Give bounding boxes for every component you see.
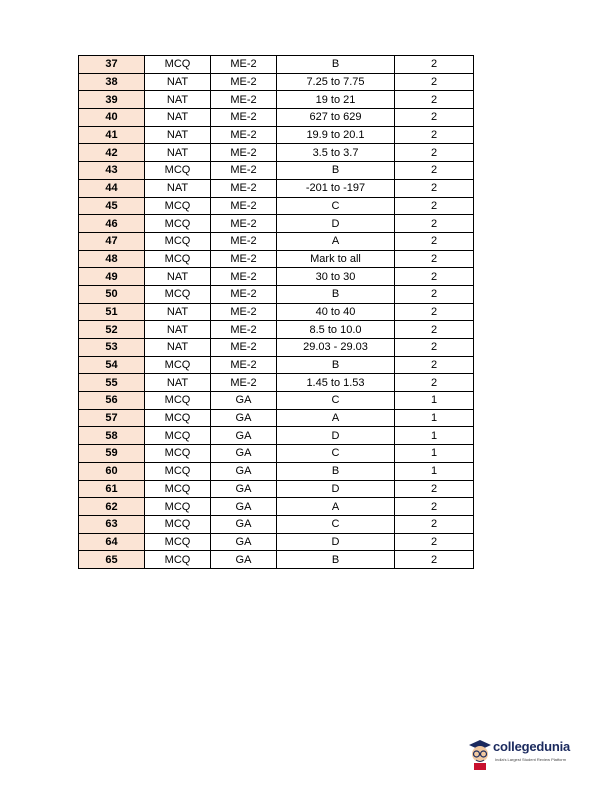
table-row [79, 109, 474, 127]
section-cell: ME-2 [211, 197, 277, 215]
question-type-cell: MCQ [145, 232, 211, 250]
section-cell: GA [211, 392, 277, 410]
question-number-cell: 41 [79, 126, 145, 144]
question-number-cell: 50 [79, 285, 145, 303]
marks-cell: 2 [395, 162, 474, 180]
question-number-cell: 65 [79, 551, 145, 569]
answer-key-cell: 40 to 40 [277, 303, 395, 321]
section-cell: GA [211, 445, 277, 463]
marks-cell: 2 [395, 56, 474, 74]
question-number-cell: 48 [79, 250, 145, 268]
answer-key-table [78, 55, 474, 569]
table-row [79, 215, 474, 233]
question-number-cell: 64 [79, 533, 145, 551]
table-row [79, 374, 474, 392]
table-row [79, 232, 474, 250]
table-row [79, 91, 474, 109]
table-row [79, 144, 474, 162]
question-number-cell: 53 [79, 339, 145, 357]
marks-cell: 1 [395, 445, 474, 463]
marks-cell: 2 [395, 197, 474, 215]
marks-cell: 2 [395, 179, 474, 197]
section-cell: GA [211, 515, 277, 533]
question-number-cell: 51 [79, 303, 145, 321]
question-number-cell: 47 [79, 232, 145, 250]
table-row [79, 250, 474, 268]
question-type-cell: NAT [145, 268, 211, 286]
answer-key-cell: A [277, 232, 395, 250]
marks-cell: 2 [395, 91, 474, 109]
answer-key-cell: 8.5 to 10.0 [277, 321, 395, 339]
marks-cell: 2 [395, 339, 474, 357]
marks-cell: 2 [395, 551, 474, 569]
logo-tagline: India's Largest Student Review Platform [495, 757, 567, 762]
answer-key-cell: 30 to 30 [277, 268, 395, 286]
answer-key-cell: 1.45 to 1.53 [277, 374, 395, 392]
question-number-cell: 44 [79, 179, 145, 197]
marks-cell: 2 [395, 268, 474, 286]
marks-cell: 2 [395, 144, 474, 162]
table-row [79, 445, 474, 463]
answer-key-cell: 3.5 to 3.7 [277, 144, 395, 162]
question-number-cell: 58 [79, 427, 145, 445]
marks-cell: 2 [395, 374, 474, 392]
answer-key-cell: C [277, 392, 395, 410]
section-cell: GA [211, 498, 277, 516]
question-type-cell: NAT [145, 303, 211, 321]
question-type-cell: MCQ [145, 480, 211, 498]
marks-cell: 1 [395, 427, 474, 445]
question-type-cell: MCQ [145, 162, 211, 180]
section-cell: GA [211, 427, 277, 445]
question-type-cell: MCQ [145, 197, 211, 215]
question-type-cell: NAT [145, 179, 211, 197]
section-cell: ME-2 [211, 109, 277, 127]
marks-cell: 2 [395, 498, 474, 516]
section-cell: ME-2 [211, 126, 277, 144]
section-cell: ME-2 [211, 91, 277, 109]
answer-key-cell: 627 to 629 [277, 109, 395, 127]
marks-cell: 2 [395, 356, 474, 374]
section-cell: ME-2 [211, 268, 277, 286]
question-type-cell: NAT [145, 91, 211, 109]
answer-key-cell: C [277, 515, 395, 533]
answer-key-cell: 19.9 to 20.1 [277, 126, 395, 144]
question-type-cell: MCQ [145, 215, 211, 233]
marks-cell: 2 [395, 73, 474, 91]
question-type-cell: NAT [145, 73, 211, 91]
question-number-cell: 39 [79, 91, 145, 109]
marks-cell: 2 [395, 232, 474, 250]
table-row [79, 498, 474, 516]
question-number-cell: 46 [79, 215, 145, 233]
question-number-cell: 59 [79, 445, 145, 463]
table-row [79, 533, 474, 551]
section-cell: ME-2 [211, 356, 277, 374]
student-mascot-icon [467, 737, 493, 771]
section-cell: ME-2 [211, 339, 277, 357]
section-cell: GA [211, 462, 277, 480]
table-row [79, 126, 474, 144]
question-type-cell: NAT [145, 109, 211, 127]
question-type-cell: MCQ [145, 498, 211, 516]
answer-key-cell: D [277, 215, 395, 233]
section-cell: GA [211, 409, 277, 427]
question-number-cell: 62 [79, 498, 145, 516]
marks-cell: 1 [395, 409, 474, 427]
answer-key-cell: D [277, 533, 395, 551]
marks-cell: 2 [395, 533, 474, 551]
question-type-cell: MCQ [145, 56, 211, 74]
table-row [79, 409, 474, 427]
table-row [79, 356, 474, 374]
section-cell: ME-2 [211, 144, 277, 162]
section-cell: ME-2 [211, 179, 277, 197]
question-number-cell: 56 [79, 392, 145, 410]
question-number-cell: 37 [79, 56, 145, 74]
marks-cell: 2 [395, 215, 474, 233]
marks-cell: 2 [395, 250, 474, 268]
section-cell: ME-2 [211, 73, 277, 91]
table-row [79, 285, 474, 303]
question-type-cell: NAT [145, 374, 211, 392]
question-type-cell: MCQ [145, 533, 211, 551]
question-type-cell: NAT [145, 126, 211, 144]
table-row [79, 162, 474, 180]
marks-cell: 2 [395, 109, 474, 127]
question-number-cell: 38 [79, 73, 145, 91]
answer-key-cell: A [277, 498, 395, 516]
question-number-cell: 61 [79, 480, 145, 498]
marks-cell: 2 [395, 321, 474, 339]
table-row [79, 339, 474, 357]
marks-cell: 1 [395, 392, 474, 410]
section-cell: ME-2 [211, 56, 277, 74]
answer-key-cell: B [277, 462, 395, 480]
question-number-cell: 45 [79, 197, 145, 215]
section-cell: ME-2 [211, 162, 277, 180]
answer-key-cell: -201 to -197 [277, 179, 395, 197]
table-row [79, 197, 474, 215]
table-row [79, 392, 474, 410]
section-cell: GA [211, 551, 277, 569]
question-type-cell: MCQ [145, 445, 211, 463]
answer-key-cell: D [277, 427, 395, 445]
section-cell: GA [211, 480, 277, 498]
answer-key-cell: 19 to 21 [277, 91, 395, 109]
table-row [79, 73, 474, 91]
section-cell: ME-2 [211, 250, 277, 268]
question-type-cell: MCQ [145, 409, 211, 427]
question-number-cell: 49 [79, 268, 145, 286]
question-type-cell: MCQ [145, 462, 211, 480]
question-number-cell: 52 [79, 321, 145, 339]
answer-key-cell: 7.25 to 7.75 [277, 73, 395, 91]
question-number-cell: 40 [79, 109, 145, 127]
logo-wordmark: collegedunia [493, 739, 571, 754]
marks-cell: 2 [395, 480, 474, 498]
answer-key-cell: D [277, 480, 395, 498]
marks-cell: 2 [395, 285, 474, 303]
question-number-cell: 55 [79, 374, 145, 392]
marks-cell: 2 [395, 126, 474, 144]
question-number-cell: 63 [79, 515, 145, 533]
answer-key-cell: B [277, 56, 395, 74]
section-cell: ME-2 [211, 215, 277, 233]
table-row [79, 321, 474, 339]
answer-key-cell: B [277, 551, 395, 569]
answer-key-cell: C [277, 445, 395, 463]
question-type-cell: MCQ [145, 356, 211, 374]
answer-key-cell: 29.03 - 29.03 [277, 339, 395, 357]
table-row [79, 515, 474, 533]
table-row [79, 427, 474, 445]
question-number-cell: 43 [79, 162, 145, 180]
answer-key-body [79, 56, 474, 569]
question-type-cell: MCQ [145, 551, 211, 569]
question-number-cell: 54 [79, 356, 145, 374]
marks-cell: 2 [395, 515, 474, 533]
marks-cell: 1 [395, 462, 474, 480]
table-row [79, 56, 474, 74]
question-number-cell: 60 [79, 462, 145, 480]
question-type-cell: NAT [145, 144, 211, 162]
section-cell: GA [211, 533, 277, 551]
question-type-cell: MCQ [145, 285, 211, 303]
table-row [79, 179, 474, 197]
section-cell: ME-2 [211, 285, 277, 303]
answer-key-cell: B [277, 356, 395, 374]
answer-key-cell: Mark to all [277, 250, 395, 268]
answer-key-cell: B [277, 162, 395, 180]
question-type-cell: NAT [145, 339, 211, 357]
section-cell: ME-2 [211, 374, 277, 392]
table-row [79, 480, 474, 498]
marks-cell: 2 [395, 303, 474, 321]
collegedunia-logo [467, 737, 587, 771]
question-number-cell: 57 [79, 409, 145, 427]
answer-key-cell: B [277, 285, 395, 303]
section-cell: ME-2 [211, 321, 277, 339]
table-row [79, 268, 474, 286]
table-row [79, 462, 474, 480]
question-type-cell: NAT [145, 321, 211, 339]
table-row [79, 303, 474, 321]
question-type-cell: MCQ [145, 515, 211, 533]
section-cell: ME-2 [211, 232, 277, 250]
question-type-cell: MCQ [145, 427, 211, 445]
section-cell: ME-2 [211, 303, 277, 321]
question-type-cell: MCQ [145, 392, 211, 410]
question-type-cell: MCQ [145, 250, 211, 268]
question-number-cell: 42 [79, 144, 145, 162]
table-row [79, 551, 474, 569]
answer-key-cell: C [277, 197, 395, 215]
answer-key-cell: A [277, 409, 395, 427]
